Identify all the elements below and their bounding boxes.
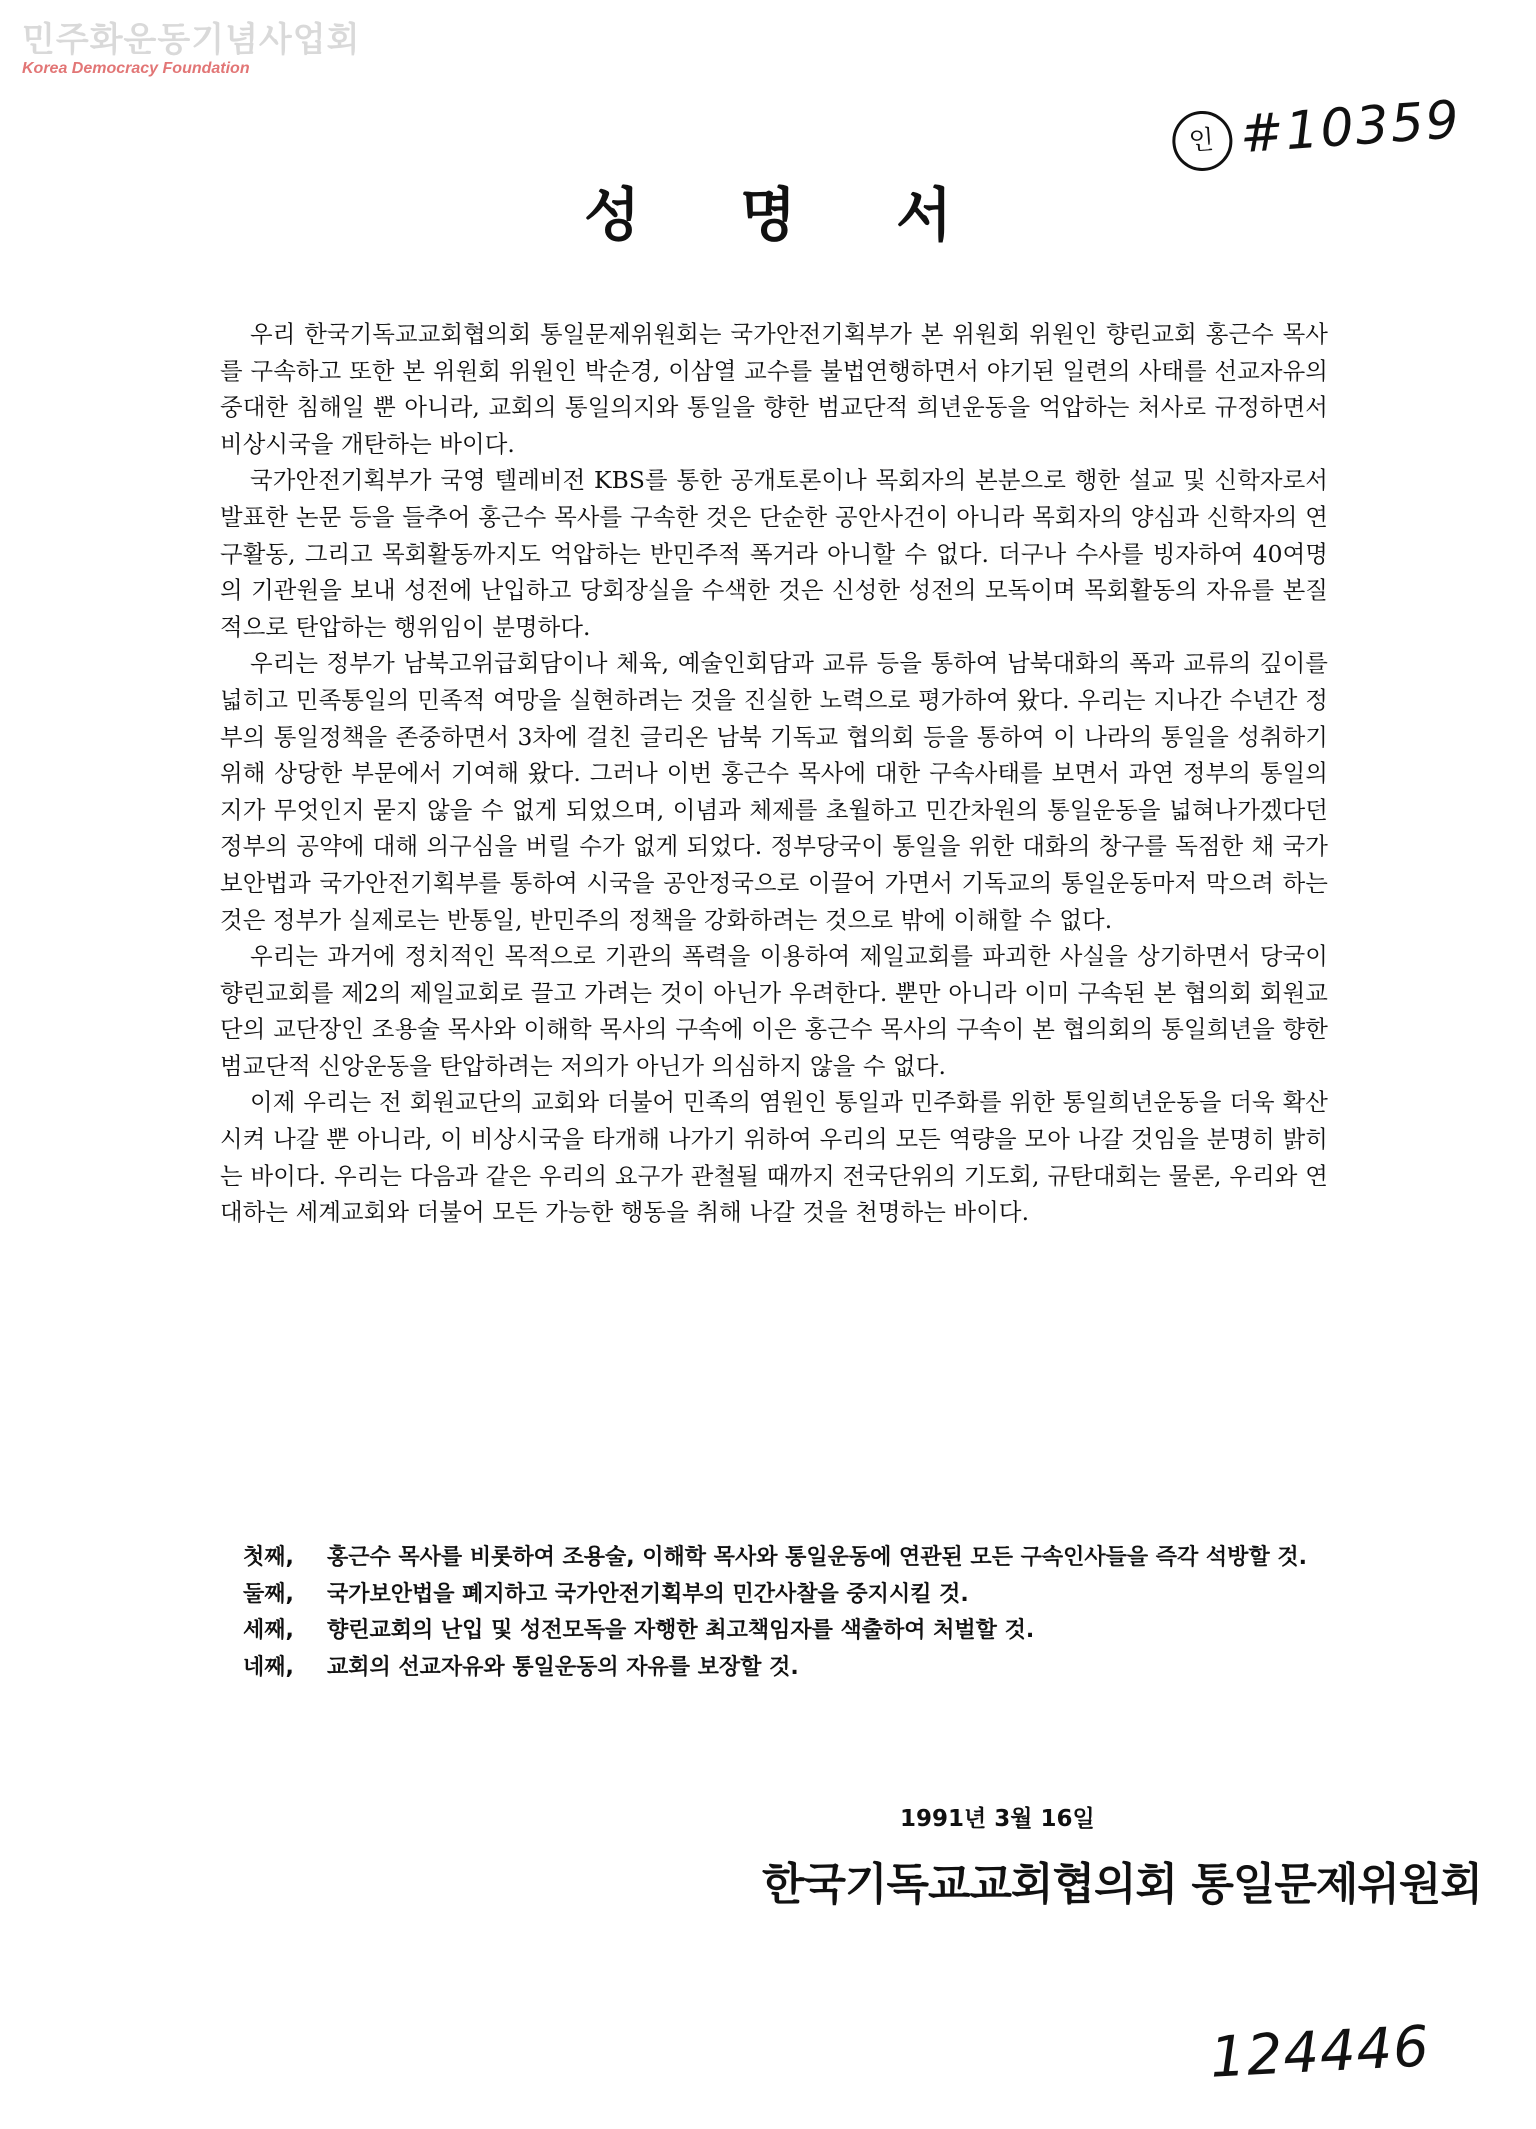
demand-ordinal: 세째, (243, 1618, 294, 1643)
demand-ordinal: 첫째, (243, 1545, 294, 1570)
paragraph-4: 우리는 과거에 정치적인 목적으로 기관의 폭력을 이용하여 제일교회를 파괴한 사실을 상기하면서 당국이 향린교회를 제2의 제일교회로 끌고 가려는 것이 아닌가 우려한다. 뿐만 아니라 이미 구속된 본 협의회 회원교단의 교단장인 조용술 목사와 이해학 목사의 구속에 이은 홍근수 목사의 구속이 본 협의회의 통일희년을 향한 범교단적 신앙운동을 탄압하려는 저의가 아닌가 의심하지 않을 수 없다. (220, 942, 1328, 1080)
handwritten-document-number: 124446 (1208, 2014, 1432, 2091)
demand-item-2 (243, 1577, 1328, 1614)
issuing-organization: 한국기독교교회협의회 통일문제위원회 (762, 1859, 1482, 1910)
demands-list (243, 1540, 1328, 1686)
watermark-logo (22, 20, 360, 78)
demand-item-4 (243, 1650, 1328, 1687)
watermark-english: Korea Democracy Foundation (22, 60, 250, 77)
paragraph-2: 국가안전기획부가 국영 텔레비전 KBS를 통한 공개토론이나 목회자의 본분으로 행한 설교 및 신학자로서 발표한 논문 등을 들추어 홍근수 목사를 구속한 것은 단순한 공안사건이 아니라 목회자의 양심과 신학자의 연구활동, 그리고 목회활동까지도 억압하는 반민주적 폭거라 아니할 수 없다. 더구나 수사를 빙자하여 40여명의 기관원을 보내 성전에 난입하고 당회장실을 수색한 것은 신성한 성전의 모독이며 목회활동의 자유를 본질적으로 탄압하는 행위임이 분명하다. (220, 466, 1328, 641)
demand-text: 향린교회의 난입 및 성전모독을 자행한 최고책임자를 색출하여 처벌할 것. (327, 1618, 1035, 1643)
paragraph-3: 우리는 정부가 남북고위급회담이나 체육, 예술인회담과 교류 등을 통하여 남북대화의 폭과 교류의 깊이를 넓히고 민족통일의 민족적 여망을 실현하려는 것을 진실한 노력으로 평가하여 왔다. 우리는 지나간 수년간 정부의 통일정책을 존중하면서 3차에 걸친 글리온 남북 기독교 협의회 등을 통하여 이 나라의 통일을 성취하기 위해 상당한 부문에서 기여해 왔다. 그러나 이번 홍근수 목사에 대한 구속사태를 보면서 과연 정부의 통일의지가 무엇인지 묻지 않을 수 없게 되었으며, 이념과 체제를 초월하고 민간차원의 통일운동을 넓혀나가겠다던 정부의 공약에 대해 의구심을 버릴 수가 없게 되었다. 정부당국이 통일을 위한 대화의 창구를 독점한 채 국가보안법과 국가안전기획부를 통하여 시국을 공안정국으로 이끌어 가면서 기독교의 통일운동마저 막으려 하는 것은 정부가 실제로는 반통일, 반민주의 정책을 강화하려는 것으로 밖에 이해할 수 없다. (220, 649, 1328, 934)
demand-item-1 (243, 1540, 1328, 1577)
circled-stamp: 인 (1170, 109, 1234, 173)
paragraph-1: 우리 한국기독교교회협의회 통일문제위원회는 국가안전기획부가 본 위원회 위원인 향린교회 홍근수 목사를 구속하고 또한 본 위원회 위원인 박순경, 이삼열 교수를 불법연행하면서 야기된 일련의 사태를 선교자유의 중대한 침해일 뿐 아니라, 교회의 통일의지와 통일을 향한 범교단적 희년운동을 억압하는 처사로 규정하면서 비상시국을 개탄하는 바이다. (220, 320, 1328, 458)
statement-date: 1991년 3월 16일 (900, 1806, 1095, 1832)
demand-text: 홍근수 목사를 비롯하여 조용술, 이해학 목사와 통일운동에 연관된 모든 구속인사들을 즉각 석방할 것. (327, 1545, 1307, 1570)
page-title: 성명서 (583, 181, 1053, 249)
handwritten-archive-mark (1170, 90, 1463, 173)
paragraph-5: 이제 우리는 전 회원교단의 교회와 더불어 민족의 염원인 통일과 민주화를 위한 통일희년운동을 더욱 확산시켜 나갈 뿐 아니라, 이 비상시국을 타개해 나가기 위하여 우리의 모든 역량을 모아 나갈 것임을 분명히 밝히는 바이다. 우리는 다음과 같은 우리의 요구가 관철될 때까지 전국단위의 기도회, 규탄대회는 물론, 우리와 연대하는 세계교회와 더불어 모든 가능한 행동을 취해 나갈 것을 천명하는 바이다. (220, 1088, 1328, 1227)
demand-item-3 (243, 1613, 1328, 1650)
demand-ordinal: 네째, (243, 1654, 294, 1680)
archive-number: #10359 (1237, 89, 1463, 166)
demand-text: 교회의 선교자유와 통일운동의 자유를 보장할 것. (327, 1654, 799, 1680)
statement-body (220, 316, 1328, 1231)
demand-ordinal: 둘째, (243, 1581, 294, 1607)
watermark-korean: 민주화운동기념사업회 (22, 20, 361, 60)
demand-text: 국가보안법을 폐지하고 국가안전기획부의 민간사찰을 중지시킬 것. (327, 1581, 969, 1607)
